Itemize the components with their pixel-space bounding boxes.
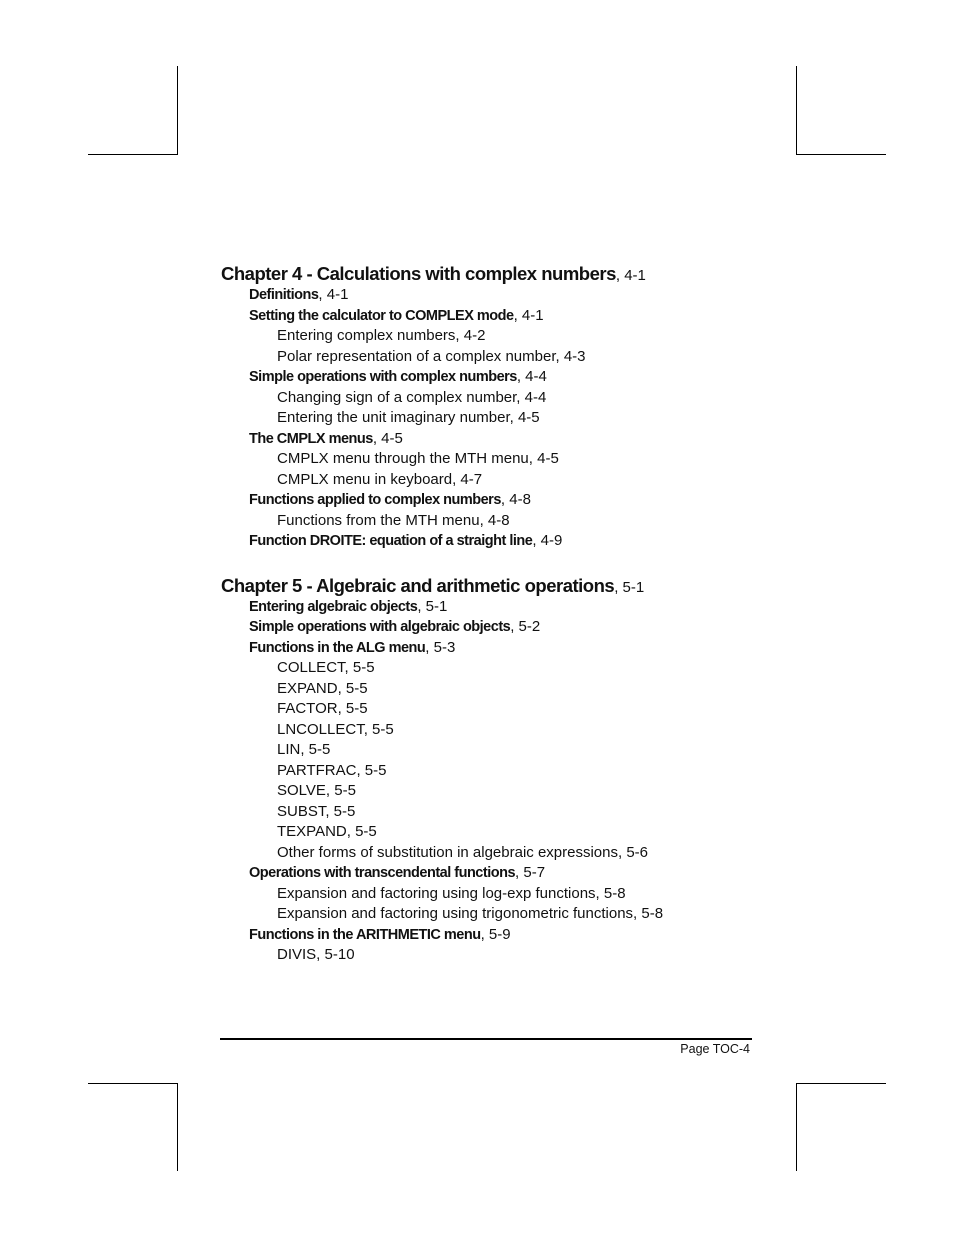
section-page-ref: , 5-9	[480, 925, 511, 943]
toc-section-entry	[221, 597, 761, 618]
section-page-ref: , 4-4	[516, 368, 547, 385]
toc-subsection-entry: Changing sign of a complex number, 4-4	[277, 388, 547, 406]
section-title: Operations with transcendental functions	[249, 865, 516, 881]
toc-section-entry	[221, 617, 761, 638]
page-number: Page TOC-4	[680, 1042, 750, 1056]
toc-subsection-entry: EXPAND, 5-5	[277, 679, 368, 697]
toc-subsection-entry: SOLVE, 5-5	[277, 782, 356, 799]
section-page-ref: , 4-8	[500, 491, 531, 508]
toc-subsection-entry: CMPLX menu through the MTH menu, 4-5	[277, 450, 559, 467]
section-title: Entering algebraic objects	[249, 598, 418, 615]
crop-mark-top-right-horizontal	[796, 154, 886, 155]
section-title: Setting the calculator to COMPLEX mode	[249, 307, 514, 324]
toc-subsection-entry: TEXPAND, 5-5	[277, 823, 377, 840]
toc-subsection-entry: COLLECT, 5-5	[277, 659, 375, 676]
toc-subsection-entry: Other forms of substitution in algebraic expressions, 5-6	[277, 843, 649, 861]
table-of-contents	[221, 262, 761, 966]
chapter-title: Chapter 4 - Calculations with complex numbers	[221, 263, 616, 284]
section-title: Functions in the ARITHMETIC menu	[249, 926, 481, 943]
toc-section-entry	[221, 638, 761, 659]
toc-subsection-entry: Entering the unit imaginary number, 4-5	[277, 409, 540, 426]
chapter-page-ref: , 4-1	[615, 267, 646, 284]
crop-mark-bottom-left-vertical	[177, 1083, 178, 1171]
section-title: Functions in the ALG menu	[249, 639, 426, 656]
toc-section-entry	[221, 863, 761, 884]
toc-subsection-entry: LNCOLLECT, 5-5	[277, 720, 394, 738]
footer-rule	[220, 1038, 752, 1040]
toc-section-entry	[221, 429, 761, 450]
chapter-page-ref: , 5-1	[614, 578, 645, 596]
section-title: Simple operations with algebraic objects	[249, 619, 511, 635]
toc-subsection-entry: Functions from the MTH menu, 4-8	[277, 511, 510, 529]
crop-mark-top-left-vertical	[177, 66, 178, 154]
toc-subsection-entry: LIN, 5-5	[277, 741, 331, 758]
toc-section-entry	[221, 306, 761, 327]
section-page-ref: , 5-3	[425, 638, 456, 656]
toc-subsection-entry: SUBST, 5-5	[277, 802, 356, 820]
toc-section-entry	[221, 285, 761, 306]
toc-subsection-entry: Expansion and factoring using log-exp functions, 5-8	[277, 884, 626, 902]
toc-section-entry	[221, 531, 761, 552]
toc-subsection-entry: CMPLX menu in keyboard, 4-7	[277, 470, 483, 488]
section-title: Simple operations with complex numbers	[249, 369, 517, 385]
toc-subsection-entry: Entering complex numbers, 4-2	[277, 327, 486, 344]
toc-subsection-entry: PARTFRAC, 5-5	[277, 761, 387, 779]
section-page-ref: , 4-5	[372, 429, 403, 447]
crop-mark-top-left-horizontal	[88, 154, 178, 155]
crop-mark-bottom-left-horizontal	[88, 1083, 178, 1084]
toc-section-entry	[221, 490, 761, 511]
section-title: Functions applied to complex numbers	[249, 492, 501, 508]
toc-subsection-entry: Expansion and factoring using trigonometric functions, 5-8	[277, 905, 664, 922]
section-page-ref: , 5-7	[515, 864, 546, 881]
crop-mark-top-right-vertical	[796, 66, 797, 154]
toc-section-entry	[221, 367, 761, 388]
toc-chapter-heading	[221, 574, 761, 597]
toc-chapter-heading	[221, 262, 761, 285]
crop-mark-bottom-right-vertical	[796, 1083, 797, 1171]
crop-mark-bottom-right-horizontal	[796, 1083, 886, 1084]
section-page-ref: , 4-9	[532, 532, 563, 549]
chapter-title: Chapter 5 - Algebraic and arithmetic operations	[221, 574, 615, 596]
toc-section-entry	[221, 925, 761, 946]
toc-subsection-entry: Polar representation of a complex number, 4-3	[277, 347, 586, 365]
toc-subsection-entry: DIVIS, 5-10	[277, 946, 355, 963]
section-title: Definitions	[249, 287, 319, 303]
toc-subsection-entry: FACTOR, 5-5	[277, 700, 368, 717]
section-page-ref: , 4-1	[318, 286, 349, 303]
section-page-ref: , 5-1	[417, 597, 448, 615]
section-page-ref: , 4-1	[513, 306, 544, 324]
section-page-ref: , 5-2	[510, 618, 541, 635]
section-title: The CMPLX menus	[249, 430, 373, 447]
section-title: Function DROITE: equation of a straight line	[249, 533, 533, 549]
